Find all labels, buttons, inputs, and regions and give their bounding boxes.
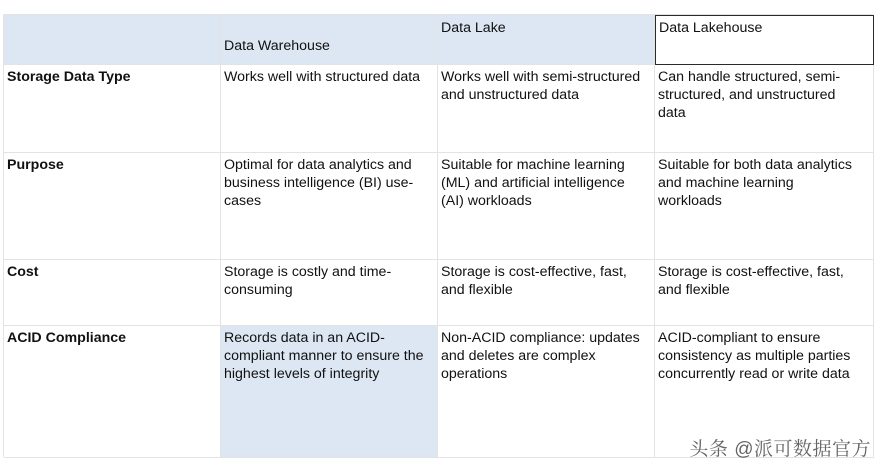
cell-purpose-warehouse: Optimal for data analytics and business intelligence (BI) use- cases <box>221 153 438 260</box>
row-label-acid-compliance: ACID Compliance <box>4 326 221 458</box>
cell-storage-lake: Works well with semi-structured and unstructured data <box>438 65 655 153</box>
cell-cost-lake: Storage is cost-effective, fast, and flexible <box>438 260 655 326</box>
cell-purpose-lake: Suitable for machine learning (ML) and artificial intelligence (AI) workloads <box>438 153 655 260</box>
header-corner-cell <box>4 15 221 65</box>
cell-storage-lakehouse: Can handle structured, semi- structured, and unstructured data <box>655 65 874 153</box>
cell-acid-warehouse: Records data in an ACID- compliant manner to ensure the highest levels of integrity <box>221 326 438 458</box>
header-data-warehouse-label: Data Warehouse <box>224 38 330 54</box>
row-label-storage-data-type: Storage Data Type <box>4 65 221 153</box>
row-label-purpose: Purpose <box>4 153 221 260</box>
cell-purpose-lakehouse: Suitable for both data analytics and machine learning workloads <box>655 153 874 260</box>
header-data-warehouse <box>221 15 438 65</box>
cell-acid-lakehouse: ACID-compliant to ensure consistency as multiple parties concurrently read or write data <box>655 326 874 458</box>
cell-cost-warehouse: Storage is costly and time- consuming <box>221 260 438 326</box>
cell-acid-lake: Non-ACID compliance: updates and deletes are complex operations <box>438 326 655 458</box>
header-data-lakehouse[interactable]: Data Lakehouse <box>655 15 874 65</box>
header-data-lake: Data Lake <box>438 15 655 65</box>
row-label-cost: Cost <box>4 260 221 326</box>
comparison-table <box>3 14 873 457</box>
watermark-text: 头条 @派可数据官方 <box>689 439 871 460</box>
cell-cost-lakehouse: Storage is cost-effective, fast, and flexible <box>655 260 874 326</box>
cell-storage-warehouse: Works well with structured data <box>221 65 438 153</box>
